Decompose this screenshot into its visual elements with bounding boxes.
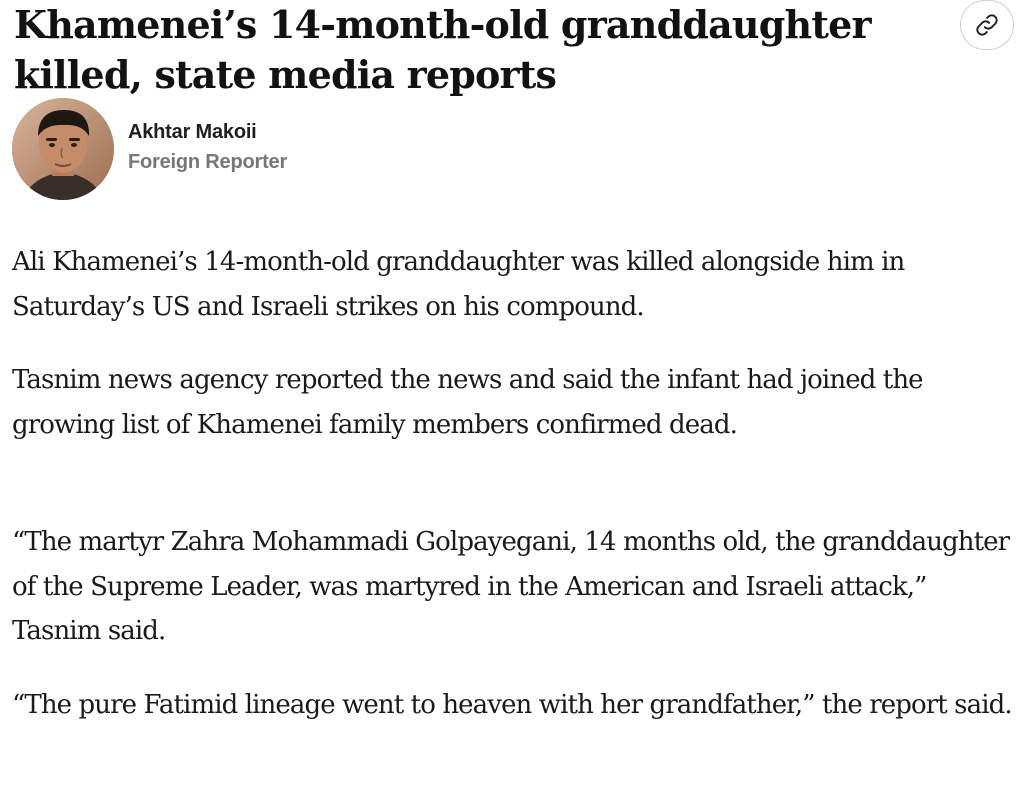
- article-paragraph: Tasnim news agency reported the news and said the infant had joined the growing list of Khamenei family members confirmed dead.: [12, 365, 923, 440]
- article-headline: Khamenei’s 14-month-old granddaughter killed, state media reports: [14, 2, 871, 97]
- author-role: Foreign Reporter: [128, 151, 288, 173]
- article-paragraph: “The martyr Zahra Mohammadi Golpayegani, 14 months old, the granddaughter of the Supreme Leader, was martyred in the American and Israeli attack,” Tasnim said.: [12, 527, 1010, 646]
- author-name[interactable]: Akhtar Makoii: [128, 121, 257, 143]
- copy-link-button[interactable]: [960, 0, 1014, 50]
- article-paragraph: “The pure Fatimid lineage went to heaven with her grandfather,” the report said.: [12, 690, 1012, 720]
- link-icon: [974, 12, 1000, 38]
- article-paragraph: Ali Khamenei’s 14-month-old granddaughter was killed alongside him in Saturday’s US and Israeli strikes on his compound.: [12, 247, 905, 322]
- author-avatar[interactable]: [12, 98, 114, 200]
